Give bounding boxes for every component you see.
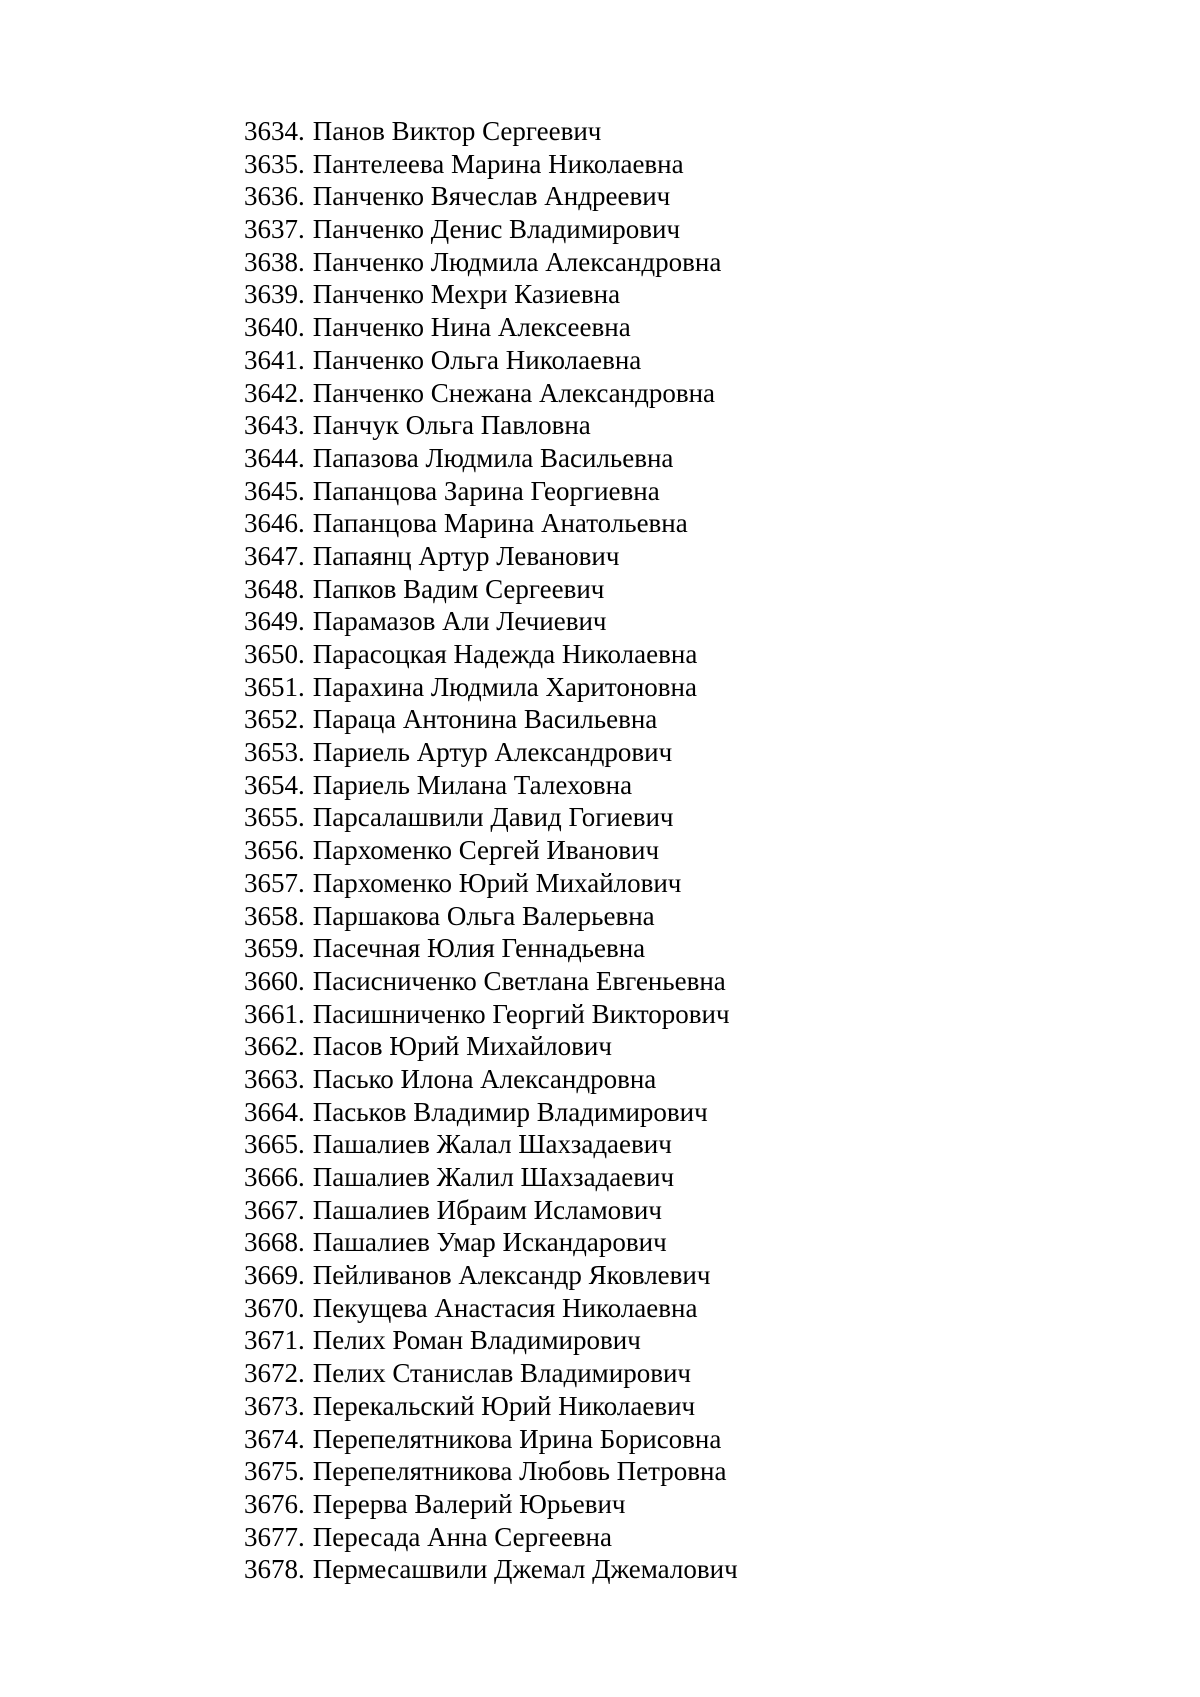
entry-name: Парсалашвили Давид Гогиевич xyxy=(312,802,674,833)
list-item xyxy=(244,377,738,410)
list-item xyxy=(244,278,738,311)
entry-number: 3650. xyxy=(244,639,305,669)
entry-name: Париель Артур Александрович xyxy=(312,737,673,768)
entry-name: Париель Милана Талеховна xyxy=(312,769,633,800)
list-item xyxy=(244,1324,738,1357)
entry-number: 3664. xyxy=(244,1096,305,1127)
entry-number: 3640. xyxy=(244,312,305,343)
entry-name: Пантелеева Марина Николаевна xyxy=(312,148,684,179)
list-item xyxy=(244,213,738,246)
list-item xyxy=(244,1455,738,1488)
entry-name: Панченко Людмила Александровна xyxy=(312,246,722,277)
list-item xyxy=(244,1096,738,1129)
entry-name: Панченко Ольга Николаевна xyxy=(312,344,642,375)
entry-number: 3673. xyxy=(244,1390,305,1421)
entry-number: 3672. xyxy=(244,1358,305,1389)
entry-name: Пашалиев Жалил Шахзадаевич xyxy=(312,1162,675,1192)
list-item xyxy=(244,1357,738,1390)
entry-number: 3635. xyxy=(244,148,305,179)
entry-number: 3674. xyxy=(244,1423,305,1454)
entry-number: 3658. xyxy=(244,900,305,931)
entry-name: Пашалиев Умар Искандарович xyxy=(312,1227,667,1258)
list-item xyxy=(244,1390,738,1423)
entry-name: Пермесашвили Джемал Джемалович xyxy=(312,1554,738,1585)
entry-name: Пархоменко Сергей Иванович xyxy=(312,835,660,866)
entry-name: Пасько Илона Александровна xyxy=(312,1063,657,1094)
entry-name: Пелих Роман Владимирович xyxy=(312,1325,641,1356)
entry-number: 3663. xyxy=(244,1063,305,1094)
list-item xyxy=(244,801,738,834)
entry-name: Пасишниченко Георгий Викторович xyxy=(312,998,730,1029)
entry-number: 3649. xyxy=(244,606,305,637)
list-item xyxy=(244,998,738,1031)
list-item xyxy=(244,1030,738,1063)
list-item xyxy=(244,703,738,736)
entry-number: 3656. xyxy=(244,835,305,866)
entry-number: 3668. xyxy=(244,1227,305,1258)
entry-number: 3667. xyxy=(244,1194,305,1225)
entry-number: 3653. xyxy=(244,737,305,768)
entry-number: 3670. xyxy=(244,1292,305,1323)
entry-number: 3645. xyxy=(244,475,305,506)
entry-name: Паськов Владимир Владимирович xyxy=(312,1096,708,1127)
entry-name: Панченко Денис Владимирович xyxy=(312,214,681,245)
entry-name: Папанцова Зарина Георгиевна xyxy=(312,475,660,506)
entry-number: 3647. xyxy=(244,540,305,571)
entry-name: Пашалиев Жалал Шахзадаевич xyxy=(312,1129,672,1160)
list-item xyxy=(244,475,738,508)
entry-number: 3666. xyxy=(244,1162,305,1192)
entry-name: Панов Виктор Сергеевич xyxy=(312,116,602,146)
entry-name: Параца Антонина Васильевна xyxy=(312,704,658,735)
entry-number: 3660. xyxy=(244,965,305,996)
list-item xyxy=(244,736,738,769)
entry-number: 3676. xyxy=(244,1488,305,1519)
entry-name: Панченко Снежана Александровна xyxy=(312,377,716,408)
list-item xyxy=(244,1161,738,1194)
entry-number: 3675. xyxy=(244,1456,305,1487)
entry-number: 3643. xyxy=(244,410,305,441)
list-item xyxy=(244,638,738,671)
entry-number: 3648. xyxy=(244,573,305,604)
entry-name: Перепелятникова Ирина Борисовна xyxy=(312,1423,722,1454)
list-item xyxy=(244,148,738,181)
entry-name: Пелих Станислав Владимирович xyxy=(312,1358,691,1389)
list-item xyxy=(244,1194,738,1227)
entry-name: Паршакова Ольга Валерьевна xyxy=(312,900,655,931)
list-item xyxy=(244,867,738,900)
entry-number: 3655. xyxy=(244,802,305,833)
list-item xyxy=(244,605,738,638)
list-item xyxy=(244,932,738,965)
list-item xyxy=(244,540,738,573)
entry-name: Папанцова Марина Анатольевна xyxy=(312,508,688,539)
list-item xyxy=(244,1553,738,1586)
entry-number: 3646. xyxy=(244,508,305,539)
list-item xyxy=(244,246,738,279)
entry-number: 3654. xyxy=(244,769,305,800)
entry-number: 3638. xyxy=(244,246,305,277)
entry-number: 3662. xyxy=(244,1031,305,1062)
name-list xyxy=(244,115,738,1586)
list-item xyxy=(244,409,738,442)
entry-number: 3657. xyxy=(244,867,305,898)
list-item xyxy=(244,1521,738,1554)
list-item xyxy=(244,1488,738,1521)
entry-number: 3651. xyxy=(244,671,305,702)
entry-name: Пасов Юрий Михайлович xyxy=(312,1031,612,1062)
entry-name: Пасечная Юлия Геннадьевна xyxy=(312,933,646,964)
entry-name: Перепелятникова Любовь Петровна xyxy=(312,1456,727,1487)
entry-name: Папазова Людмила Васильевна xyxy=(312,442,674,473)
entry-name: Пейливанов Александр Яковлевич xyxy=(312,1260,711,1291)
list-item xyxy=(244,180,738,213)
list-item xyxy=(244,115,738,148)
entry-name: Пашалиев Ибраим Исламович xyxy=(312,1194,662,1225)
entry-number: 3661. xyxy=(244,998,305,1029)
entry-name: Папаянц Артур Леванович xyxy=(312,540,620,571)
entry-name: Панчук Ольга Павловна xyxy=(312,410,591,441)
list-item xyxy=(244,671,738,704)
list-item xyxy=(244,507,738,540)
list-item xyxy=(244,965,738,998)
list-item xyxy=(244,769,738,802)
entry-number: 3665. xyxy=(244,1129,305,1160)
list-item xyxy=(244,1259,738,1292)
entry-number: 3634. xyxy=(244,116,305,146)
list-item xyxy=(244,573,738,606)
entry-name: Парамазов Али Лечиевич xyxy=(312,606,607,637)
list-item xyxy=(244,1423,738,1456)
list-item xyxy=(244,1292,738,1325)
entry-name: Парасоцкая Надежда Николаевна xyxy=(312,639,698,669)
list-item xyxy=(244,344,738,377)
list-item xyxy=(244,1128,738,1161)
entry-name: Пархоменко Юрий Михайлович xyxy=(312,867,682,898)
entry-number: 3636. xyxy=(244,181,305,212)
entry-number: 3669. xyxy=(244,1260,305,1291)
entry-number: 3641. xyxy=(244,344,305,375)
entry-number: 3677. xyxy=(244,1521,305,1552)
entry-name: Перерва Валерий Юрьевич xyxy=(312,1488,626,1519)
entry-name: Перекальский Юрий Николаевич xyxy=(312,1390,696,1421)
entry-number: 3671. xyxy=(244,1325,305,1356)
entry-name: Панченко Вячеслав Андреевич xyxy=(312,181,671,212)
list-item xyxy=(244,311,738,344)
entry-number: 3678. xyxy=(244,1554,305,1585)
entry-name: Панченко Мехри Казиевна xyxy=(312,279,621,310)
entry-number: 3644. xyxy=(244,442,305,473)
list-item xyxy=(244,1063,738,1096)
entry-number: 3652. xyxy=(244,704,305,735)
list-item xyxy=(244,900,738,933)
entry-name: Папков Вадим Сергеевич xyxy=(312,573,605,604)
entry-number: 3659. xyxy=(244,933,305,964)
list-item xyxy=(244,1226,738,1259)
entry-number: 3637. xyxy=(244,214,305,245)
entry-number: 3639. xyxy=(244,279,305,310)
entry-name: Пасисниченко Светлана Евгеньевна xyxy=(312,965,726,996)
list-item xyxy=(244,442,738,475)
entry-name: Панченко Нина Алексеевна xyxy=(312,312,631,343)
entry-name: Парахина Людмила Харитоновна xyxy=(312,671,697,702)
entry-number: 3642. xyxy=(244,377,305,408)
list-item xyxy=(244,834,738,867)
entry-name: Пересада Анна Сергеевна xyxy=(312,1521,612,1552)
entry-name: Пекущева Анастасия Николаевна xyxy=(312,1292,698,1323)
